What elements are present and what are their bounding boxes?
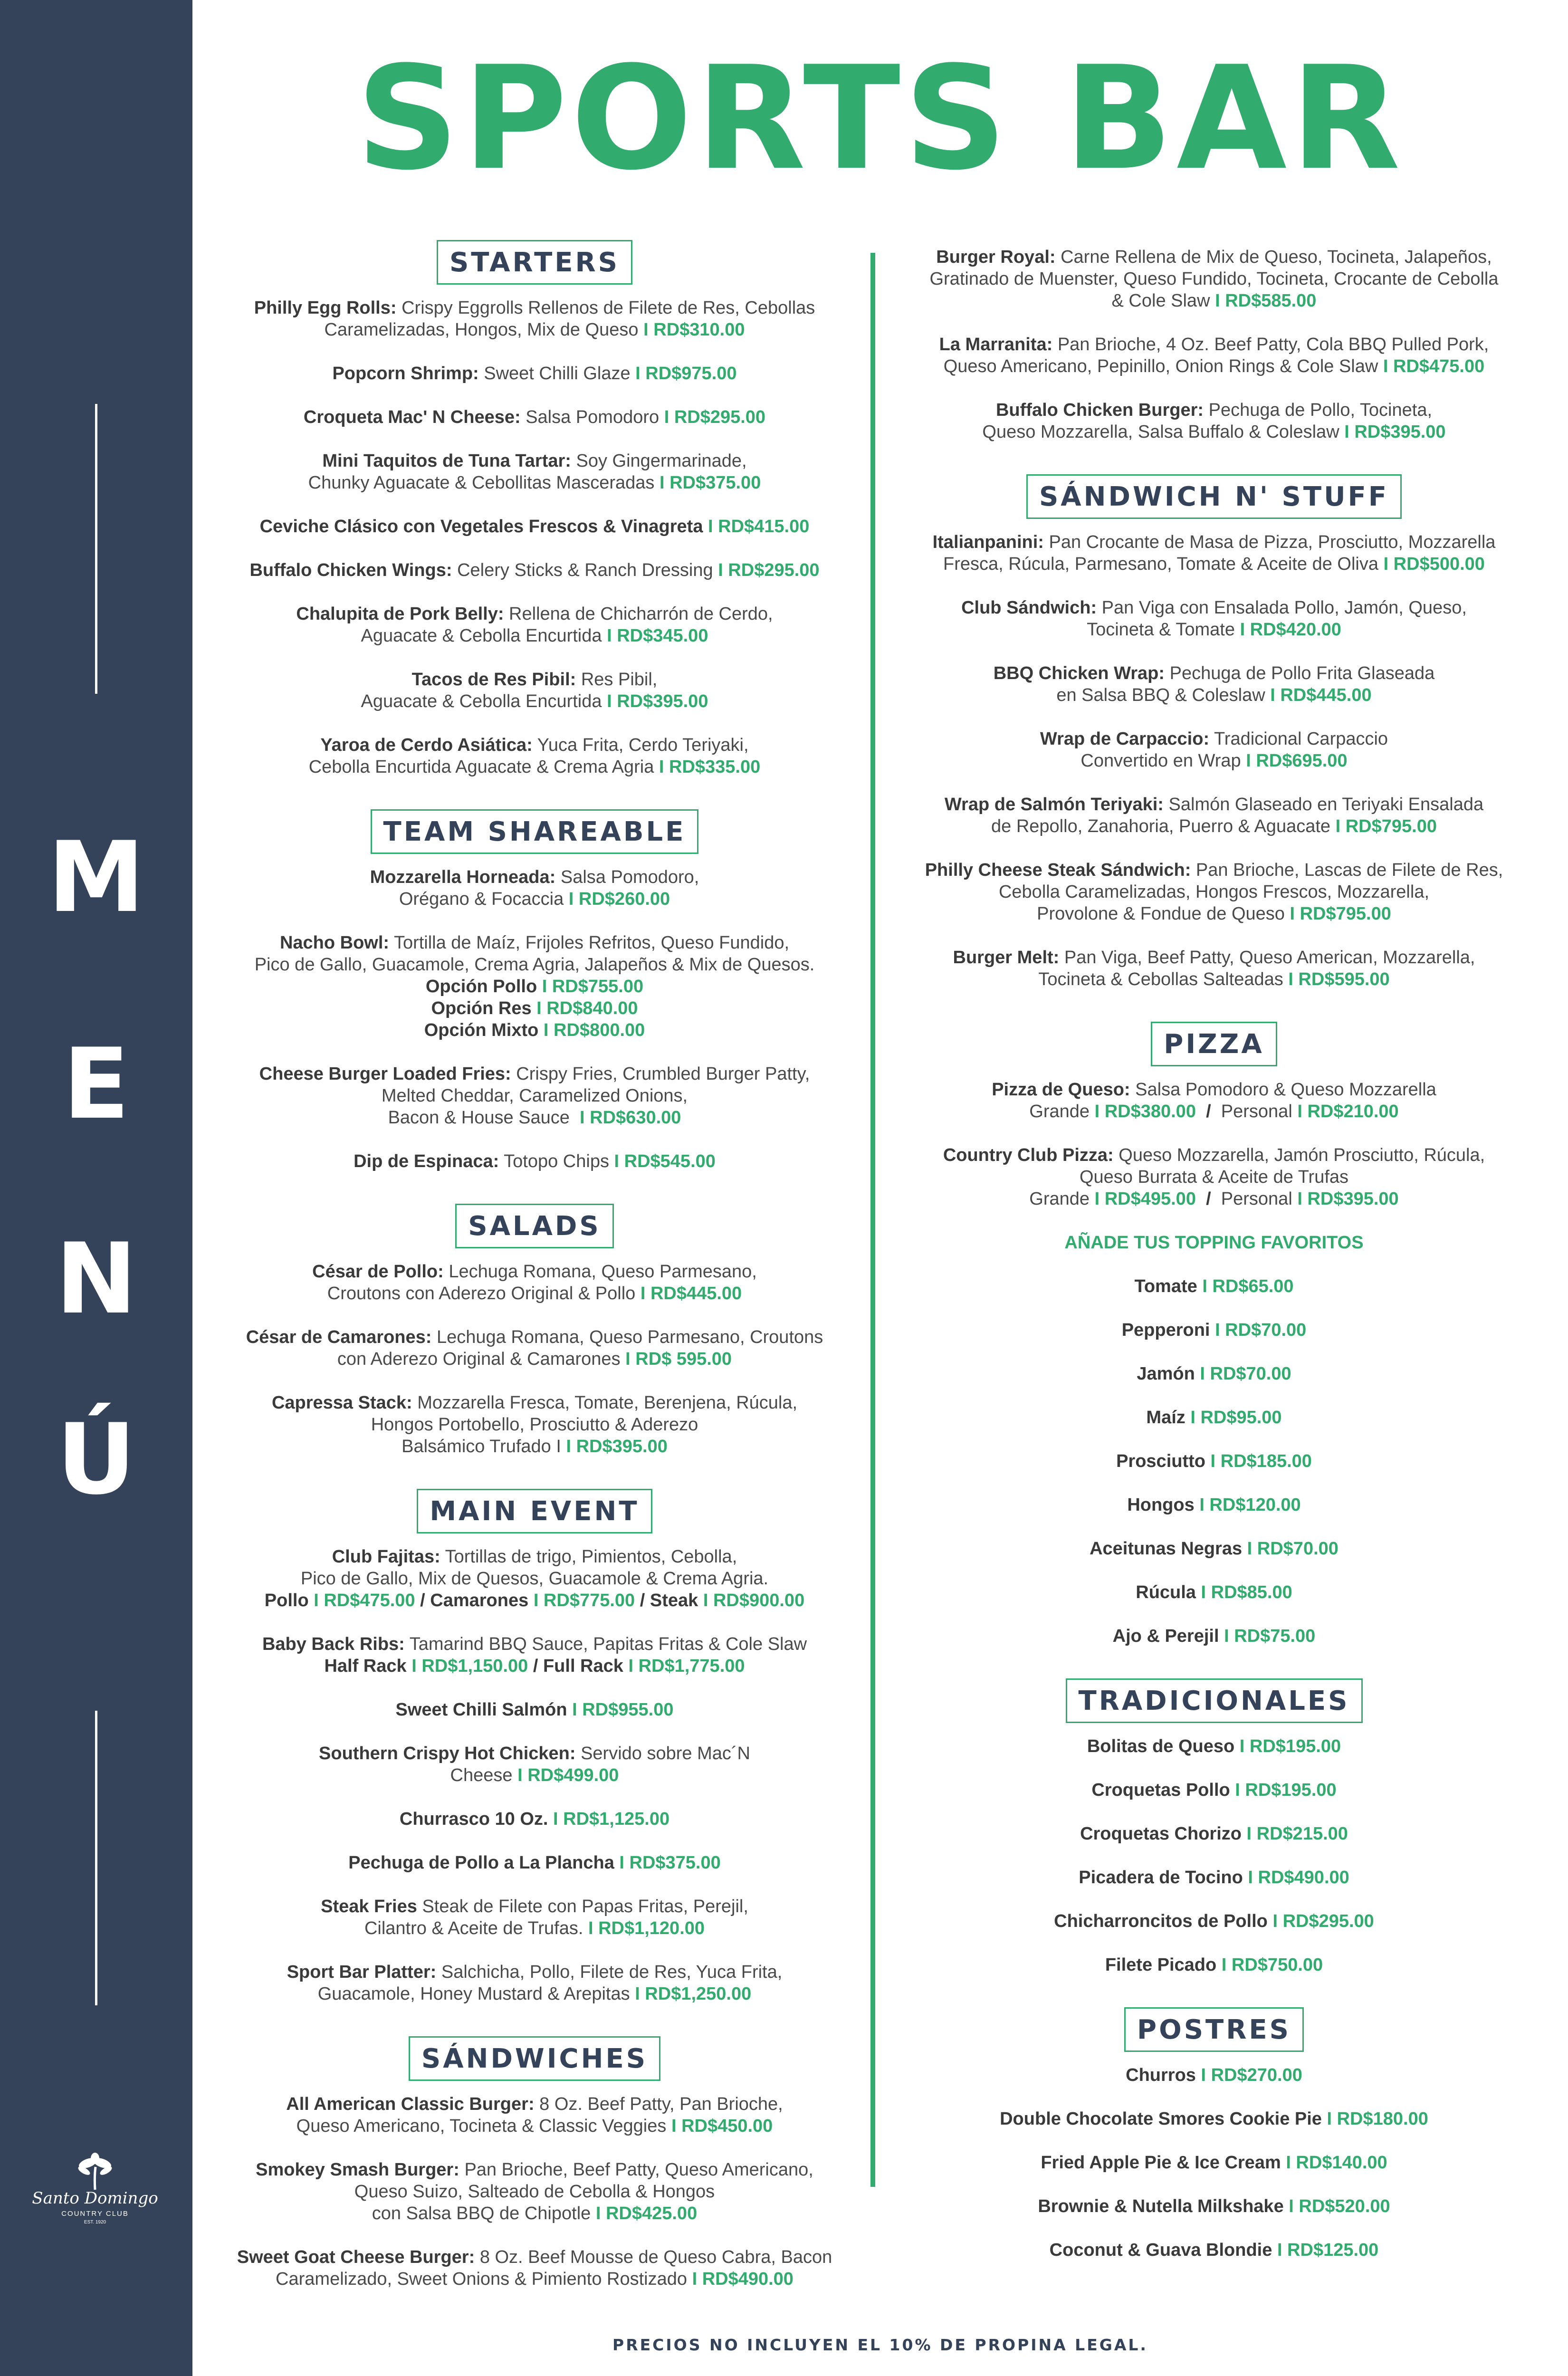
item-name: Double Chocolate Smores Cookie Pie [1000, 2109, 1322, 2129]
item-description: Tradicional Carpaccio [1214, 729, 1388, 749]
item-name: Hongos [1127, 1495, 1195, 1515]
item-name: Chicharroncitos de Pollo [1054, 1911, 1268, 1931]
item-price: I RD$375.00 [619, 1853, 721, 1873]
menu-item [207, 932, 862, 1041]
menu-item [900, 246, 1528, 312]
item-price: I RD$499.00 [517, 1765, 619, 1785]
item-description: Queso Americano, Pepinillo, Onion Rings & Cole Slaw [943, 356, 1378, 376]
item-name: Italianpanini: [932, 532, 1044, 552]
item-price: I RD$140.00 [1286, 2153, 1387, 2173]
item-name: / [1206, 1102, 1211, 1121]
item-name: Ceviche Clásico con Vegetales Frescos & Vinagreta [259, 517, 703, 537]
menu-item [207, 1808, 862, 1830]
item-price: I RD$975.00 [635, 364, 737, 383]
menu-item [900, 794, 1528, 837]
topping-item [900, 1363, 1528, 1385]
item-price: I RD$125.00 [1277, 2240, 1379, 2260]
item-description: Pechuga de Pollo Frita Glaseada [1169, 663, 1435, 683]
item-description: Crispy Fries, Crumbled Burger Patty, [516, 1064, 810, 1084]
toppings-label: AÑADE TUS TOPPING FAVORITOS [1064, 1233, 1364, 1253]
menu-item [900, 1735, 1528, 1757]
menu-item [207, 603, 862, 647]
menu-item [900, 947, 1528, 990]
item-price: I RD$395.00 [566, 1437, 668, 1456]
item-description: Crispy Eggrolls Rellenos de Filete de Res, Cebollas [402, 298, 815, 318]
item-name: Cheese Burger Loaded Fries: [259, 1064, 511, 1084]
menu-item [207, 1633, 862, 1677]
topping-item [900, 1407, 1528, 1428]
item-price: I RD$425.00 [595, 2204, 698, 2223]
item-description: Cebolla Encurtida Aguacate & Crema Agria [308, 757, 654, 777]
item-price: I RD$1,120.00 [588, 1918, 705, 1938]
item-description: Grande [1029, 1189, 1090, 1209]
item-description: Steak de Filete con Papas Fritas, Perejil, [422, 1897, 748, 1916]
page-title: SPORTS BAR [356, 36, 1405, 201]
item-name: Aceitunas Negras [1090, 1539, 1243, 1559]
item-description: Guacamole, Honey Mustard & Arepitas [317, 1984, 630, 2004]
item-name: Club Fajitas: [332, 1547, 440, 1567]
item-name: Half Rack [324, 1656, 407, 1676]
item-name: Pizza de Queso: [992, 1080, 1130, 1100]
item-name: Croquetas Pollo [1091, 1780, 1230, 1800]
item-description: Tocineta & Tomate [1087, 620, 1235, 640]
item-name: Opción Mixto [424, 1020, 539, 1040]
section-heading-pizza: PIZZA [1151, 1022, 1277, 1066]
item-description: Queso Mozzarella, Jamón Prosciutto, Rúcula, [1119, 1145, 1485, 1165]
item-description: Lechuga Romana, Queso Parmesano, [449, 1262, 757, 1282]
item-name: Maíz [1146, 1408, 1186, 1428]
item-price: I RD$795.00 [1290, 904, 1391, 924]
menu-item [207, 559, 862, 581]
item-description: Rellena de Chicharrón de Cerdo, [509, 604, 773, 624]
item-description: Salsa Pomodoro [526, 407, 660, 427]
item-price: I RD$345.00 [607, 626, 708, 646]
right-column [900, 246, 1528, 2261]
item-description: Lechuga Romana, Queso Parmesano, Croutons [437, 1327, 823, 1347]
item-description: Tamarind BBQ Sauce, Papitas Fritas & Cole Slaw [409, 1634, 807, 1654]
item-price: I RD$375.00 [659, 473, 761, 493]
item-price: I RD$695.00 [1246, 751, 1348, 771]
item-price: I RD$65.00 [1202, 1276, 1294, 1296]
item-description: Salchicha, Pollo, Filete de Res, Yuca Frita, [441, 1962, 783, 1982]
menu-item [207, 1852, 862, 1874]
item-price: I RD$415.00 [708, 517, 810, 537]
item-name: Tacos de Res Pibil: [411, 670, 576, 690]
item-description: Aguacate & Cebolla Encurtida [361, 691, 602, 711]
item-description: con Aderezo Original & Camarones [337, 1349, 621, 1369]
section-heading-postres: POSTRES [1124, 2007, 1304, 2052]
logo-script: Santo Domingo [32, 2189, 158, 2208]
item-description: Pan Brioche, Lascas de Filete de Res, [1195, 860, 1503, 880]
item-description: Pechuga de Pollo, Tocineta, [1208, 400, 1433, 420]
item-name: / Full Rack [533, 1656, 623, 1676]
menu-item [900, 1823, 1528, 1845]
item-description: 8 Oz. Beef Patty, Pan Brioche, [539, 2094, 783, 2114]
item-price: I RD$95.00 [1190, 1408, 1282, 1428]
column-divider [870, 253, 875, 2187]
item-description: Queso Americano, Tocineta & Classic Veggies [296, 2116, 667, 2136]
item-description: Totopo Chips [504, 1151, 609, 1171]
item-name: BBQ Chicken Wrap: [993, 663, 1165, 683]
menu-item [207, 297, 862, 341]
menu-item [207, 1326, 862, 1370]
menu-item [207, 734, 862, 778]
item-description: Aguacate & Cebolla Encurtida [361, 626, 602, 646]
menu-item [900, 334, 1528, 377]
item-name: Croquetas Chorizo [1080, 1824, 1242, 1844]
section-heading-starters: STARTERS [437, 240, 632, 285]
item-name: Mini Taquitos de Tuna Tartar: [322, 451, 571, 471]
sidebar-letter-e: E [63, 1028, 130, 1141]
menu-item [900, 597, 1528, 641]
item-price: I RD$445.00 [1270, 685, 1372, 705]
item-price: I RD$85.00 [1201, 1582, 1292, 1602]
item-description: con Salsa BBQ de Chipotle [372, 2204, 591, 2223]
item-description: Caramelizado, Sweet Onions & Pimiento Rostizado [276, 2269, 688, 2289]
item-name: Sweet Chilli Salmón [395, 1700, 567, 1720]
item-description: Celery Sticks & Ranch Dressing [457, 560, 713, 580]
sidebar-divider-bottom [95, 1711, 97, 2005]
item-description: Caramelizadas, Hongos, Mix de Queso [324, 320, 639, 340]
item-price: I RD$195.00 [1239, 1736, 1341, 1756]
menu-item [900, 1144, 1528, 1210]
menu-item [900, 1910, 1528, 1932]
topping-item [900, 1319, 1528, 1341]
item-name: / Camarones [420, 1590, 529, 1610]
item-price: I RD$310.00 [643, 320, 745, 340]
item-name: Pollo [264, 1590, 309, 1610]
item-description: Res Pibil, [581, 670, 658, 690]
item-name: La Marranita: [939, 335, 1053, 354]
item-description: Melted Cheddar, Caramelized Onions, [381, 1086, 688, 1106]
item-price: I RD$185.00 [1210, 1451, 1312, 1471]
item-price: I RD$180.00 [1327, 2109, 1428, 2129]
item-price: I RD$755.00 [542, 977, 644, 996]
menu-item [207, 2159, 862, 2224]
menu-item [900, 399, 1528, 443]
logo-subtitle: COUNTRY CLUB [61, 2210, 129, 2218]
item-price: I RD$1,250.00 [635, 1984, 752, 2004]
topping-item [900, 1275, 1528, 1297]
item-name: Bolitas de Queso [1087, 1736, 1235, 1756]
item-price: I RD$210.00 [1297, 1102, 1399, 1121]
item-name: Churros [1126, 2065, 1196, 2085]
item-name: Croqueta Mac' N Cheese: [303, 407, 521, 427]
item-description: Gratinado de Muenster, Queso Fundido, Tocineta, Crocante de Cebolla [929, 269, 1499, 289]
section-heading-main-event: MAIN EVENT [417, 1489, 652, 1533]
menu-item [900, 1779, 1528, 1801]
left-column [207, 240, 862, 2290]
item-description: 8 Oz. Beef Mousse de Queso Cabra, Bacon [479, 2247, 832, 2267]
item-description: Chunky Aguacate & Cebollitas Masceradas [308, 473, 655, 493]
item-name: Burger Royal: [936, 247, 1056, 267]
item-price: I RD$395.00 [1344, 422, 1446, 442]
item-price: I RD$955.00 [572, 1700, 674, 1720]
sidebar-letter-u: Ú [57, 1403, 136, 1516]
item-name: Philly Cheese Steak Sándwich: [925, 860, 1191, 880]
item-description: Tortillas de trigo, Pimientos, Cebolla, [445, 1547, 737, 1567]
item-name: Picadera de Tocino [1079, 1868, 1243, 1887]
item-price: I RD$395.00 [1297, 1189, 1399, 1209]
menu-item [207, 1392, 862, 1457]
menu-item [207, 2246, 862, 2290]
menu-item [900, 2152, 1528, 2174]
item-description: Servido sobre Mac´N [581, 1744, 750, 1763]
item-price: I RD$800.00 [543, 1020, 645, 1040]
item-name: Opción Res [431, 998, 532, 1018]
topping-item [900, 1450, 1528, 1472]
item-description: Cheese [450, 1765, 513, 1785]
item-description: Pan Brioche, Beef Patty, Queso Americano, [464, 2160, 813, 2180]
item-name: Yaroa de Cerdo Asiática: [320, 735, 533, 755]
item-description: Grande [1029, 1102, 1090, 1121]
item-name: Mozzarella Horneada: [370, 867, 556, 887]
item-description: Convertido en Wrap [1080, 751, 1241, 771]
item-name: César de Pollo: [312, 1262, 444, 1282]
item-price: I RD$1,775.00 [628, 1656, 745, 1676]
item-price: I RD$490.00 [1248, 1868, 1349, 1887]
item-name: Pepperoni [1121, 1320, 1210, 1340]
item-description: Soy Gingermarinade, [576, 451, 747, 471]
menu-item [900, 859, 1528, 925]
item-price: I RD$475.00 [314, 1590, 415, 1610]
topping-item [900, 1581, 1528, 1603]
item-description: Bacon & House Sauce [388, 1108, 570, 1128]
section-heading-sandwiches: SÁNDWICHES [409, 2036, 660, 2081]
item-name: César de Camarones: [246, 1327, 432, 1347]
menu-item [207, 1699, 862, 1721]
item-description: Croutons con Aderezo Original & Pollo [327, 1284, 636, 1303]
item-price: I RD$450.00 [671, 2116, 773, 2136]
item-name: Philly Egg Rolls: [254, 298, 397, 318]
sidebar-letter-n: N [55, 1223, 137, 1336]
item-price: I RD$475.00 [1383, 356, 1485, 376]
item-name: Country Club Pizza: [943, 1145, 1114, 1165]
item-price: I RD$70.00 [1247, 1539, 1339, 1559]
item-description: Cilantro & Aceite de Trufas. [364, 1918, 583, 1938]
item-price: I RD$840.00 [536, 998, 638, 1018]
item-description: Queso Mozzarella, Salsa Buffalo & Coleslaw [982, 422, 1339, 442]
item-description: Pico de Gallo, Mix de Quesos, Guacamole & Crema Agria. [300, 1569, 769, 1589]
item-price: I RD$215.00 [1246, 1824, 1348, 1844]
item-name: Buffalo Chicken Burger: [995, 400, 1204, 420]
item-name: Filete Picado [1105, 1955, 1217, 1975]
sidebar-letter-m: M [48, 821, 145, 934]
item-price: I RD$195.00 [1235, 1780, 1337, 1800]
item-name: All American Classic Burger: [286, 2094, 535, 2114]
item-description: Pan Viga con Ensalada Pollo, Jamón, Queso, [1101, 598, 1467, 618]
item-name: Wrap de Carpaccio: [1040, 729, 1210, 749]
item-description: Queso Burrata & Aceite de Trufas [1079, 1167, 1349, 1187]
item-name: Southern Crispy Hot Chicken: [319, 1744, 576, 1763]
item-price: I RD$75.00 [1224, 1626, 1316, 1646]
item-name: Chalupita de Pork Belly: [296, 604, 504, 624]
menu-item [900, 2064, 1528, 2086]
item-description: Cebolla Caramelizadas, Hongos Frescos, Mozzarella, [998, 882, 1430, 902]
item-name: Burger Melt: [953, 948, 1060, 968]
item-name: Jamón [1137, 1364, 1195, 1384]
menu-item [207, 1063, 862, 1129]
item-description: Pan Crocante de Masa de Pizza, Prosciutto, Mozzarella [1049, 532, 1496, 552]
menu-item [900, 728, 1528, 772]
item-price: I RD$775.00 [533, 1590, 635, 1610]
menu-item [207, 2093, 862, 2137]
menu-item [900, 1867, 1528, 1888]
item-name: Baby Back Ribs: [262, 1634, 405, 1654]
menu-item [900, 2108, 1528, 2130]
item-description: Orégano & Focaccia [399, 889, 564, 909]
section-heading-tradicionales: TRADICIONALES [1066, 1678, 1363, 1723]
item-description: Queso Suizo, Salteado de Cebolla & Hongos [354, 2182, 715, 2202]
item-description: Yuca Frita, Cerdo Teriyaki, [537, 735, 749, 755]
menu-item [900, 531, 1528, 575]
item-description: en Salsa BBQ & Coleslaw [1056, 685, 1265, 705]
menu-item [207, 1261, 862, 1304]
item-name: Popcorn Shrimp: [332, 364, 479, 383]
item-name: Brownie & Nutella Milkshake [1038, 2196, 1284, 2216]
item-price: I RD$750.00 [1221, 1955, 1323, 1975]
menu-item [900, 662, 1528, 706]
menu-item [207, 363, 862, 384]
item-name: Tomate [1134, 1276, 1197, 1296]
item-name: Coconut & Guava Blondie [1049, 2240, 1272, 2260]
item-name: Capressa Stack: [271, 1393, 412, 1413]
item-price: I RD$500.00 [1383, 554, 1485, 574]
item-description: Pan Brioche, 4 Oz. Beef Patty, Cola BBQ Pulled Pork, [1057, 335, 1489, 354]
item-price: I RD$120.00 [1199, 1495, 1301, 1515]
section-heading-sandwich-n-stuff: SÁNDWICH N' STUFF [1026, 474, 1402, 519]
footer-note: PRECIOS NO INCLUYEN EL 10% DE PROPINA LEGAL. [612, 2336, 1148, 2354]
menu-item [900, 2239, 1528, 2261]
topping-item [900, 1625, 1528, 1647]
item-price: I RD$270.00 [1201, 2065, 1302, 2085]
item-name: Churrasco 10 Oz. [399, 1809, 548, 1829]
item-name: Opción Pollo [425, 977, 537, 996]
sidebar-divider-top [95, 404, 97, 694]
section-heading-salads: SALADS [455, 1204, 614, 1248]
item-price: I RD$520.00 [1289, 2196, 1390, 2216]
logo-established: EST. 1920 [84, 2220, 106, 2225]
item-name: Rúcula [1136, 1582, 1196, 1602]
menu-item [900, 1954, 1528, 1976]
menu-item [900, 2195, 1528, 2217]
item-price: I RD$295.00 [664, 407, 766, 427]
item-price: I RD$1,125.00 [553, 1809, 670, 1829]
item-description: Tocineta & Cebollas Salteadas [1038, 969, 1283, 989]
item-price: I RD$70.00 [1200, 1364, 1291, 1384]
club-logo [19, 2153, 171, 2225]
item-price: I RD$295.00 [1272, 1911, 1374, 1931]
topping-item [900, 1538, 1528, 1560]
menu-item [207, 516, 862, 537]
item-price: I RD$420.00 [1240, 620, 1341, 640]
item-name: Smokey Smash Burger: [256, 2160, 459, 2180]
menu-item [207, 1961, 862, 2005]
item-description: Hongos Portobello, Prosciutto & Aderezo [371, 1415, 698, 1435]
item-price: I RD$490.00 [692, 2269, 794, 2289]
item-price: I RD$ 595.00 [625, 1349, 732, 1369]
item-description: Pico de Gallo, Guacamole, Crema Agria, Jalapeños & Mix de Quesos. [254, 955, 815, 975]
item-name: Ajo & Perejil [1112, 1626, 1219, 1646]
item-price: I RD$70.00 [1215, 1320, 1307, 1340]
item-description: Fresca, Rúcula, Parmesano, Tomate & Aceite de Oliva [943, 554, 1378, 574]
item-name: Pechuga de Pollo a La Plancha [348, 1853, 614, 1873]
item-name: Dip de Espinaca: [354, 1151, 499, 1171]
item-price: I RD$260.00 [568, 889, 670, 909]
menu-item [207, 450, 862, 494]
item-price: I RD$585.00 [1215, 291, 1317, 311]
item-price: I RD$545.00 [614, 1151, 716, 1171]
menu-item [207, 406, 862, 428]
item-description: Tortilla de Maíz, Frijoles Refritos, Queso Fundido, [393, 933, 790, 953]
menu-item [207, 1546, 862, 1611]
item-description: Pan Viga, Beef Patty, Queso American, Mozzarella, [1064, 948, 1475, 968]
item-price: I RD$630.00 [580, 1108, 681, 1128]
item-price: I RD$795.00 [1335, 816, 1437, 836]
sidebar [0, 0, 192, 2376]
item-name: Club Sándwich: [961, 598, 1097, 618]
item-name: Wrap de Salmón Teriyaki: [944, 795, 1164, 814]
item-price: I RD$335.00 [659, 757, 761, 777]
item-name: Nacho Bowl: [279, 933, 390, 953]
palm-tree-icon [74, 2153, 116, 2191]
topping-item [900, 1494, 1528, 1516]
item-price: I RD$495.00 [1094, 1189, 1196, 1209]
item-price: I RD$1,150.00 [411, 1656, 528, 1676]
item-name: Buffalo Chicken Wings: [249, 560, 452, 580]
item-description: Personal [1221, 1102, 1292, 1121]
item-name: Steak Fries [321, 1897, 417, 1916]
item-name: Fried Apple Pie & Ice Cream [1041, 2153, 1281, 2173]
item-price: I RD$380.00 [1094, 1102, 1196, 1121]
item-description: Personal [1221, 1189, 1292, 1209]
menu-item [207, 1150, 862, 1172]
item-description: de Repollo, Zanahoria, Puerro & Aguacate [991, 816, 1331, 836]
item-description: Provolone & Fondue de Queso [1037, 904, 1285, 924]
menu-item [900, 1079, 1528, 1122]
item-description: Sweet Chilli Glaze [484, 364, 631, 383]
item-price: I RD$295.00 [718, 560, 820, 580]
menu-item [207, 866, 862, 910]
item-description: Balsámico Trufado I [402, 1437, 561, 1456]
section-heading-team-shareable: TEAM SHAREABLE [371, 809, 699, 854]
item-name: / [1206, 1189, 1211, 1209]
menu-item [207, 1896, 862, 1939]
item-name: Sweet Goat Cheese Burger: [237, 2247, 475, 2267]
item-description: Salmón Glaseado en Teriyaki Ensalada [1168, 795, 1484, 814]
item-description: Carne Rellena de Mix de Queso, Tocineta, Jalapeños, [1061, 247, 1492, 267]
item-price: I RD$900.00 [703, 1590, 805, 1610]
item-price: I RD$445.00 [640, 1284, 742, 1303]
menu-item [207, 669, 862, 712]
item-description: Salsa Pomodoro, [560, 867, 699, 887]
item-price: I RD$395.00 [607, 691, 708, 711]
item-description: & Cole Slaw [1111, 291, 1210, 311]
menu-item [207, 1743, 862, 1786]
item-name: / Steak [640, 1590, 698, 1610]
item-description: Salsa Pomodoro & Queso Mozzarella [1135, 1080, 1436, 1100]
item-name: Sport Bar Platter: [287, 1962, 437, 1982]
item-price: I RD$595.00 [1288, 969, 1390, 989]
item-description: Mozzarella Fresca, Tomate, Berenjena, Rúcula, [417, 1393, 798, 1413]
item-name: Prosciutto [1116, 1451, 1205, 1471]
